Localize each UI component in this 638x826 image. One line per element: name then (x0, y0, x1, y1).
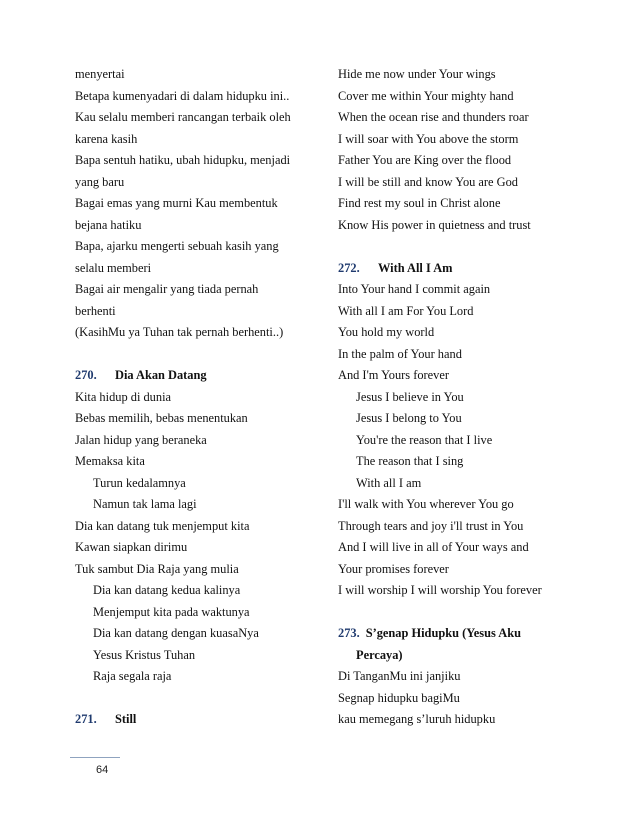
lyric-line: Menjemput kita pada waktunya (93, 604, 250, 619)
lyric-line: Bagai emas yang murni Kau membentuk (75, 196, 278, 210)
lyric-line: With all I am (356, 475, 422, 490)
right-column (338, 64, 628, 731)
lyric-line: Bapa, ajarku mengerti sebuah kasih yang (75, 239, 279, 253)
lyric-line: When the ocean rise and thunders roar (338, 110, 529, 124)
song-title: With All I Am (378, 260, 453, 275)
lyric-line: Dia kan datang tuk menjemput kita (75, 518, 250, 533)
lyric-line: yang baru (75, 174, 125, 189)
page-number: 64 (96, 764, 109, 776)
lyric-line: Kau selalu memberi rancangan terbaik oleh (75, 110, 291, 124)
song-title-continued: Percaya) (356, 647, 403, 662)
lyric-line: Memaksa kita (75, 454, 145, 468)
left-column (75, 64, 345, 731)
lyric-line: Segnap hidupku bagiMu (338, 690, 460, 705)
lyric-line: kau memegang s’luruh hidupku (338, 712, 496, 726)
lyric-line: You're the reason that I live (356, 432, 493, 447)
lyric-line: Bapa sentuh hatiku, ubah hidupku, menjadi (75, 153, 291, 167)
footer-divider (70, 757, 120, 758)
lyric-line: Into Your hand I commit again (338, 282, 491, 296)
lyric-line: Dia kan datang kedua kalinya (93, 583, 241, 597)
song-number: 273. (338, 626, 360, 640)
stanza-spacer (338, 236, 628, 258)
lyric-line: Jalan hidup yang beraneka (75, 432, 207, 447)
lyric-line: The reason that I sing (356, 454, 464, 468)
lyric-line: Kawan siapkan dirimu (75, 540, 188, 554)
lyric-line: Hide me now under Your wings (338, 67, 496, 81)
lyric-line: And I will live in all of Your ways and (338, 540, 529, 554)
song-number: 272. (338, 260, 360, 275)
song-heading (338, 258, 628, 280)
song-heading (75, 365, 345, 387)
lyric-line: Tuk sambut Dia Raja yang mulia (75, 561, 239, 576)
lyric-line: berhenti (75, 303, 116, 318)
lyric-line: Betapa kumenyadari di dalam hidupku ini.. (75, 88, 290, 103)
lyric-line: menyertai (75, 67, 125, 81)
lyric-line: selalu memberi (75, 260, 152, 275)
lyric-line: With all I am For You Lord (338, 303, 474, 318)
song-heading (75, 709, 345, 731)
lyric-line: Turun kedalamnya (93, 475, 186, 490)
lyric-line: You hold my world (338, 325, 435, 339)
lyric-line: I will be still and know You are God (338, 174, 518, 189)
lyric-line: Your promises forever (338, 561, 449, 576)
lyric-line: I will soar with You above the storm (338, 131, 519, 146)
song-title: Still (115, 712, 137, 726)
lyric-line: Dia kan datang dengan kuasaNya (93, 626, 259, 640)
song-number: 270. (75, 368, 97, 382)
lyric-line: Find rest my soul in Christ alone (338, 196, 501, 210)
song-number: 271. (75, 712, 97, 726)
lyric-line: Raja segala raja (93, 669, 172, 683)
lyric-line: Kita hidup di dunia (75, 389, 172, 404)
stanza-spacer (75, 688, 345, 710)
lyric-line: In the palm of Your hand (338, 346, 462, 361)
lyric-line: Namun tak lama lagi (93, 497, 197, 511)
stanza-spacer (338, 602, 628, 624)
lyric-line: Di TanganMu ini janjiku (338, 669, 461, 683)
lyric-line: Through tears and joy i'll trust in You (338, 518, 524, 533)
lyric-line: Bagai air mengalir yang tiada pernah (75, 282, 259, 296)
lyric-line: (KasihMu ya Tuhan tak pernah berhenti..) (75, 325, 284, 339)
song-title: S’genap Hidupku (Yesus Aku (365, 626, 521, 640)
stanza-spacer (75, 344, 345, 366)
lyric-line: karena kasih (75, 131, 138, 146)
lyric-line: Jesus I belong to You (356, 411, 462, 425)
lyric-line: I will worship I will worship You forever (338, 583, 542, 597)
lyric-line: Cover me within Your mighty hand (338, 88, 514, 103)
song-title: Dia Akan Datang (115, 368, 207, 382)
lyric-line: Father You are King over the flood (338, 153, 512, 167)
lyric-line: Bebas memilih, bebas menentukan (75, 411, 248, 425)
lyric-line: Jesus I believe in You (356, 389, 464, 404)
lyric-line: And I'm Yours forever (338, 368, 449, 382)
lyric-line: bejana hatiku (75, 217, 142, 232)
lyric-line: I'll walk with You wherever You go (338, 497, 514, 511)
lyric-line: Yesus Kristus Tuhan (93, 647, 196, 662)
song-heading (338, 623, 628, 645)
lyric-line: Know His power in quietness and trust (338, 217, 531, 232)
